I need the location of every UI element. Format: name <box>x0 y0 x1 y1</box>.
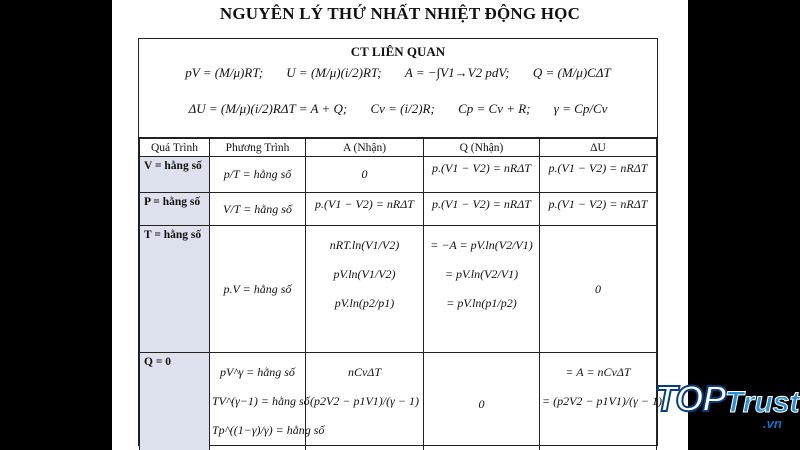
formula: A = −∫V1→V2 pdV; <box>404 65 510 80</box>
formula: p.(V1 − V2) = nRΔT <box>548 197 648 211</box>
document-title: NGUYÊN LÝ THỨ NHẤT NHIỆT ĐỘNG HỌC <box>219 4 581 23</box>
table-row <box>140 193 657 226</box>
process-cell: Q = 0 <box>140 353 210 450</box>
formula: γ = Cp/Cv <box>553 101 608 116</box>
delta-u-cell <box>540 157 657 193</box>
formula: pV.ln(V1/V2) <box>333 267 396 281</box>
formula: = pV.ln(p1/p2) <box>446 296 517 310</box>
delta-u-cell <box>540 353 662 450</box>
process-cell: T = hằng số <box>140 226 210 353</box>
work-cell <box>306 226 424 353</box>
formula: (p2V2 − p1V1)/(γ − 1) <box>310 394 419 408</box>
formula: V/T = hằng số <box>223 201 292 216</box>
formula: pV = (M/μ)RT; <box>185 65 264 80</box>
header-equation: Phương Trình <box>210 139 306 157</box>
logo-trust-text: Trust <box>725 386 800 419</box>
heat-cell <box>424 157 540 193</box>
related-formulas-title: CT LIÊN QUAN <box>350 44 446 59</box>
heat-cell <box>424 193 540 226</box>
toptrust-logo <box>655 372 800 442</box>
formula: p.(V1 − V2) = nRΔT <box>432 161 531 175</box>
header-process: Quá Trình <box>140 139 210 157</box>
related-formulas-row-2 <box>139 101 657 117</box>
process-cell: P = hằng số <box>140 193 210 226</box>
table-header-row <box>140 139 657 157</box>
process-table <box>139 138 662 450</box>
formula: 0 <box>361 167 368 181</box>
formula: = pV.ln(V2/V1) <box>444 267 519 281</box>
logo-vn-text: .vn <box>763 416 782 431</box>
formula: nCvΔT <box>347 365 382 379</box>
formula: TV^(γ−1) = hằng số <box>212 394 310 408</box>
formula: p.(V1 − V2) = nRΔT <box>432 197 531 211</box>
process-cell: V = hằng số <box>140 157 210 193</box>
formula: ΔU = (M/μ)(i/2)RΔT = A + Q; <box>188 101 348 116</box>
formula: nRT.ln(V1/V2) <box>329 238 400 252</box>
formula: Tp^((1−γ)/γ) = hằng số <box>212 423 325 437</box>
formula: p.(V1 − V2) = nRΔT <box>548 161 648 175</box>
header-heat: Q (Nhận) <box>424 139 540 157</box>
delta-u-cell <box>540 226 657 353</box>
formula: Cv = (i/2)R; <box>370 101 435 116</box>
formula: p.V = hằng số <box>223 281 292 296</box>
formula-sheet <box>138 38 662 446</box>
formula: Q = (M/μ)CΔT <box>532 65 611 80</box>
table-row <box>140 226 657 353</box>
document-page <box>112 0 688 450</box>
related-formulas-box <box>139 39 657 138</box>
formula: pV^γ = hằng số <box>220 365 295 379</box>
heat-cell <box>424 226 540 353</box>
heat-cell <box>424 353 540 450</box>
formula: Cp = Cv + R; <box>458 101 531 116</box>
formula: p.(V1 − V2) = nRΔT <box>315 197 414 211</box>
logo-top-text: TOP <box>655 378 726 419</box>
work-cell <box>306 157 424 193</box>
equation-cell <box>210 353 325 450</box>
formula: = −A = pV.ln(V2/V1) <box>430 238 533 252</box>
table-row <box>140 157 657 193</box>
formula: U = (M/μ)(i/2)RT; <box>286 65 382 80</box>
formula: p/T = hằng số <box>223 167 292 181</box>
formula: 0 <box>595 281 601 296</box>
equation-cell <box>210 226 306 353</box>
equation-cell <box>210 157 306 193</box>
related-formulas-row-1 <box>139 65 657 81</box>
formula: pV.ln(p2/p1) <box>334 296 395 310</box>
delta-u-cell <box>540 193 657 226</box>
formula: = A = nCvΔT <box>565 365 631 379</box>
header-delta-u: ΔU <box>540 139 657 157</box>
formula: 0 <box>478 397 485 411</box>
table-row <box>140 353 657 450</box>
equation-cell <box>210 193 306 226</box>
header-work: A (Nhận) <box>306 139 424 157</box>
formula: = (p2V2 − p1V1)/(γ − 1) <box>542 394 662 408</box>
work-cell <box>306 193 424 226</box>
